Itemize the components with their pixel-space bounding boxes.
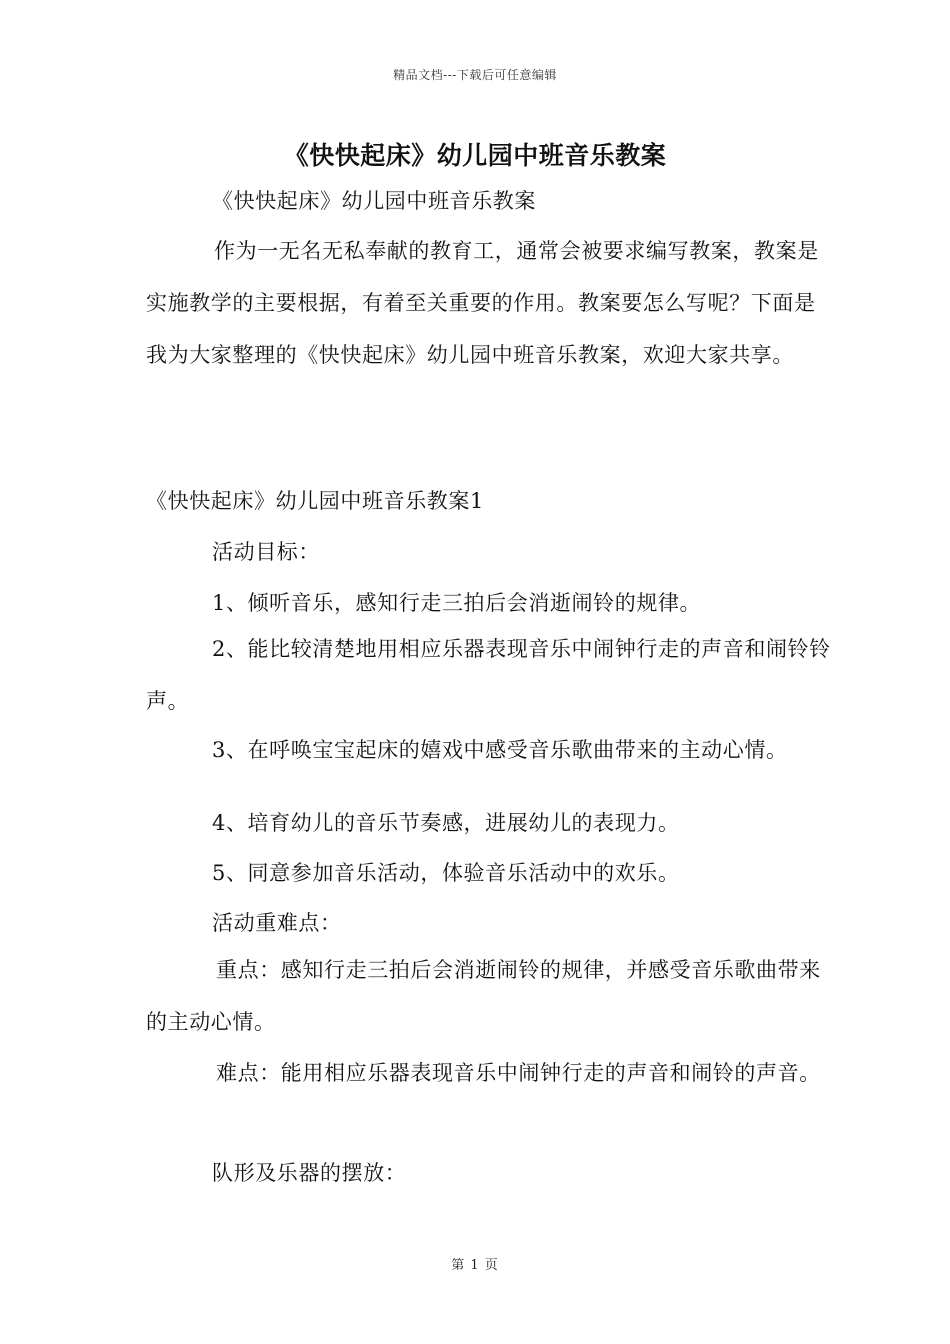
- objective-1: 1、倾听音乐，感知行走三拍后会消逝闹铃的规律。: [212, 591, 702, 615]
- page-footer: [0, 1254, 950, 1273]
- document-title: 《快快起床》幼儿园中班音乐教案: [283, 141, 667, 170]
- page-header: 精品文档---下载后可任意编辑: [393, 68, 557, 82]
- key-point-paragraph: 重点：感知行走三拍后会消逝闹铃的规律，并感受音乐歌曲带来的主动心情。: [146, 958, 821, 1034]
- objective-2: 2、能比较清楚地用相应乐器表现音乐中闹钟行走的声音和闹铃铃声。: [146, 637, 831, 713]
- intro-paragraph: 作为一无名无私奉献的教育工，通常会被要求编写教案，教案是实施教学的主要根据，有着至关重要的作用。教案要怎么写呢？下面是我为大家整理的《快快起床》幼儿园中班音乐教案，欢迎大家共享。: [146, 239, 819, 367]
- objective-5: 5、同意参加音乐活动，体验音乐活动中的欢乐。: [212, 861, 680, 885]
- difficult-point-paragraph: 难点：能用相应乐器表现音乐中闹钟行走的声音和闹铃的声音。: [216, 1061, 821, 1085]
- arrangement-heading: 队形及乐器的摆放：: [212, 1161, 407, 1185]
- subtitle-paragraph: 《快快起床》幼儿园中班音乐教案: [212, 189, 536, 213]
- key-points-heading: 活动重难点：: [212, 911, 342, 935]
- footer-suffix: 页: [484, 1258, 499, 1273]
- objective-3: 3、在呼唤宝宝起床的嬉戏中感受音乐歌曲带来的主动心情。: [212, 738, 788, 762]
- footer-prefix: 第: [451, 1258, 466, 1273]
- section-heading: 《快快起床》幼儿园中班音乐教案1: [146, 489, 484, 513]
- objectives-heading: 活动目标：: [212, 540, 320, 564]
- objective-4: 4、培育幼儿的音乐节奏感，进展幼儿的表现力。: [212, 811, 680, 835]
- page-number: 1: [470, 1258, 480, 1273]
